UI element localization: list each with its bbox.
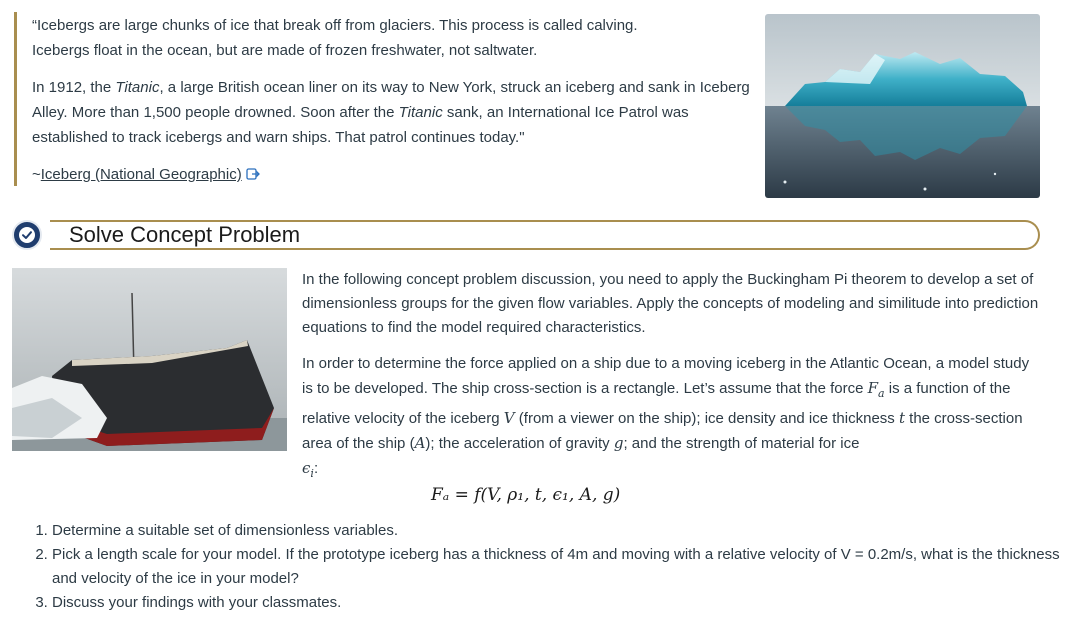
blockquote bbox=[14, 12, 752, 186]
problem-text: ; and the strength of material for ice bbox=[623, 435, 860, 452]
math-t: t bbox=[898, 409, 905, 427]
quote-text: In 1912, the bbox=[32, 79, 116, 96]
problem-text: In order to determine the force applied on a ship due to a moving iceberg in the Atlantic Ocean, a model study is to be developed. The ship cross-section is a rectangle. Let’s assume that the force bbox=[302, 355, 1030, 397]
math-epsilon: $\epsilon_i$ bbox=[302, 459, 314, 480]
quote-text: , a large British ocean liner on its way to New York, struck an iceberg and sank in Iceberg Alley. More than 1,500 people drowned. Soon after the bbox=[32, 79, 750, 121]
problem-text: ); the acceleration of gravity bbox=[425, 435, 614, 452]
section-title: Solve Concept Problem bbox=[69, 222, 301, 247]
function-equation: Fₐ = f(V, ρ₁, t, ϵ₁, A, g) bbox=[431, 485, 621, 505]
problem-text: (from a viewer on the ship); ice density and ice thickness bbox=[514, 410, 899, 427]
attribution-link[interactable]: Iceberg (National Geographic) bbox=[40, 166, 242, 183]
math-V: V bbox=[503, 409, 515, 427]
quote-text: sank, an International Ice Patrol was established to track icebergs and warn ships. That patrol continues today." bbox=[32, 104, 689, 146]
problem-text: is a function of the relative velocity of the iceberg bbox=[302, 380, 1011, 427]
problem-paragraph bbox=[302, 352, 1042, 486]
quote-paragraph-1: “Icebergs are large chunks of ice that break off from glaciers. This process is called calving. Icebergs float in the ocean, but are made of frozen freshwater, not saltwater. bbox=[32, 17, 638, 59]
list-item: 1. Determine a suitable set of dimensionless variables. bbox=[52, 519, 1062, 543]
iceberg-photo bbox=[765, 14, 1040, 198]
problem-text: the cross-section area of the ship ( bbox=[302, 410, 1023, 452]
math-Fa: $F_a$ bbox=[867, 379, 885, 400]
problem-text: : bbox=[313, 460, 319, 477]
quote-titanic-italic: Titanic bbox=[398, 104, 443, 121]
attribution-prefix: ~ bbox=[32, 166, 41, 183]
check-icon bbox=[12, 220, 42, 250]
section-heading bbox=[12, 218, 1040, 254]
quote-titanic-italic: Titanic bbox=[115, 79, 160, 96]
math-g: g bbox=[613, 434, 624, 452]
quote-paragraph-2 bbox=[17, 75, 752, 150]
math-A: A bbox=[414, 434, 426, 452]
external-link-icon[interactable] bbox=[246, 163, 260, 188]
titanic-illustration bbox=[12, 268, 287, 451]
quote-attribution bbox=[17, 162, 260, 188]
list-item: 2. Pick a length scale for your model. If the prototype iceberg has a thickness of 4m and moving with a relative velocity of V = 0.2m/s, what is the thickness and velocity of the ice in your model? bbox=[52, 543, 1062, 591]
list-item: 3. Discuss your findings with your classmates. bbox=[52, 591, 1062, 615]
intro-paragraph: In the following concept problem discussion, you need to apply the Buckingham Pi theorem to develop a set of dimensionless groups for the given flow variables. Apply the concepts of modeling and similitude into prediction equations to find the model required characteristics. bbox=[302, 271, 1039, 336]
task-list bbox=[34, 519, 1062, 615]
